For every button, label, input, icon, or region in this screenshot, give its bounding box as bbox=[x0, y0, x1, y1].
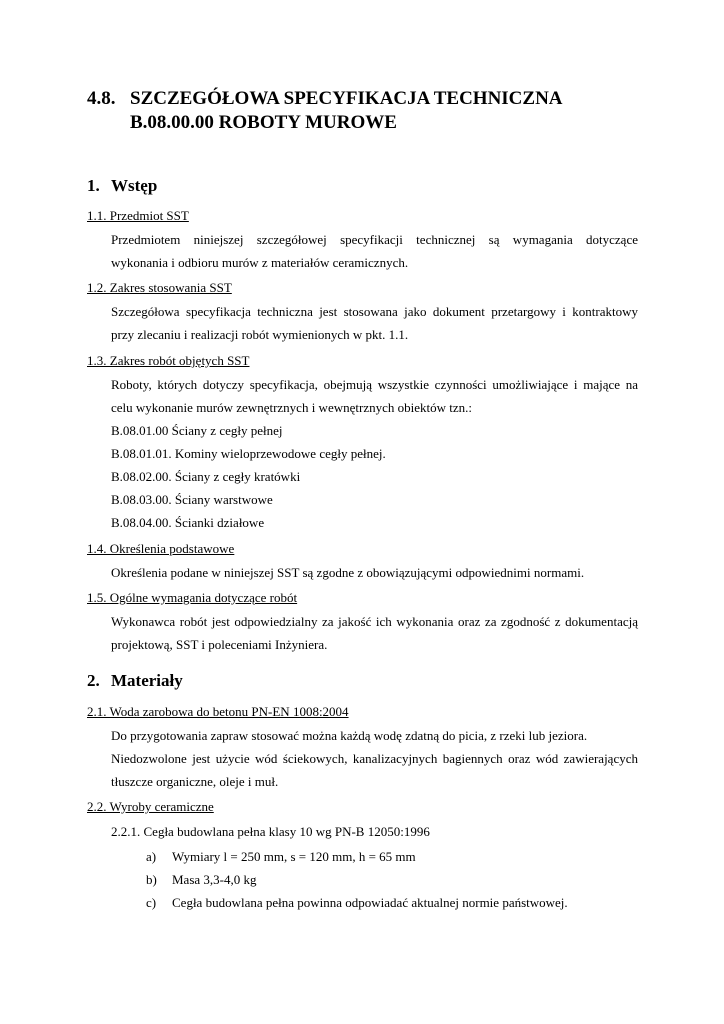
section2-title: Materiały bbox=[111, 671, 183, 690]
list-marker: a) bbox=[146, 849, 157, 864]
section2-number: 2. bbox=[87, 671, 100, 690]
sub-2-1-line1: Do przygotowania zapraw stosować można każdą wodę zdatną do picia, z rzeki lub jeziora. bbox=[111, 728, 588, 743]
section1-title: Wstęp bbox=[111, 176, 158, 195]
sub-2-2-1-heading: 2.2.1. Cegła budowlana pełna klasy 10 wg PN-B 12050:1996 bbox=[111, 824, 430, 839]
sub-1-5-heading: 1.5. Ogólne wymagania dotyczące robót bbox=[87, 590, 298, 605]
sub-1-2-heading: 1.2. Zakres stosowania SST bbox=[87, 280, 232, 295]
list-item: Cegła budowlana pełna powinna odpowiadać aktualnej normie państwowej. bbox=[172, 895, 568, 910]
sub-1-1-line2: wykonania i odbioru murów z materiałów ceramicznych. bbox=[111, 255, 409, 270]
list-marker: c) bbox=[146, 895, 157, 910]
sub-1-2-line1: Szczegółowa specyfikacja techniczna jest stosowana jako dokument przetargowy i kontraktowy bbox=[111, 304, 638, 319]
list-item: B.08.01.01. Kominy wieloprzewodowe cegły pełnej. bbox=[111, 446, 386, 461]
sub-1-1-line1: Przedmiotem niniejszej szczegółowej specyfikacji technicznej są wymagania dotyczące bbox=[111, 232, 638, 247]
sub-1-2-line2: przy zlecaniu i realizacji robót wymienionych w pkt. 1.1. bbox=[111, 327, 409, 342]
doc-title-line1: SZCZEGÓŁOWA SPECYFIKACJA TECHNICZNA bbox=[130, 88, 563, 109]
sub-1-4-heading: 1.4. Określenia podstawowe bbox=[87, 541, 235, 556]
list-item: B.08.02.00. Ściany z cegły kratówki bbox=[111, 469, 301, 484]
list-item: B.08.04.00. Ścianki działowe bbox=[111, 515, 265, 530]
sub-2-1-line2: Niedozwolone jest użycie wód ściekowych, kanalizacyjnych bagiennych oraz wód zawierających bbox=[111, 751, 638, 766]
list-item: Wymiary l = 250 mm, s = 120 mm, h = 65 mm bbox=[172, 849, 416, 864]
sub-1-4-line1: Określenia podane w niniejszej SST są zgodne z obowiązującymi odpowiednimi normami. bbox=[111, 565, 585, 580]
section1-number: 1. bbox=[87, 176, 100, 195]
list-item: B.08.01.00 Ściany z cegły pełnej bbox=[111, 423, 283, 438]
list-marker: b) bbox=[146, 872, 157, 887]
sub-2-1-line3: tłuszcze organiczne, oleje i muł. bbox=[111, 774, 279, 789]
doc-title-line2: B.08.00.00 ROBOTY MUROWE bbox=[130, 112, 397, 133]
list-item: B.08.03.00. Ściany warstwowe bbox=[111, 492, 273, 507]
sub-1-3-heading: 1.3. Zakres robót objętych SST bbox=[87, 353, 250, 368]
list-item: Masa 3,3-4,0 kg bbox=[172, 872, 257, 887]
sub-1-5-line1: Wykonawca robót jest odpowiedzialny za jakość ich wykonania oraz za zgodność z dokumentacją bbox=[111, 614, 638, 629]
sub-2-2-heading: 2.2. Wyroby ceramiczne bbox=[87, 799, 214, 814]
sub-2-1-heading: 2.1. Woda zarobowa do betonu PN-EN 1008:2004 bbox=[87, 704, 349, 719]
sub-1-5-line2: projektową, SST i poleceniami Inżyniera. bbox=[111, 637, 328, 652]
sub-1-3-line2: celu wykonanie murów zewnętrznych i wewnętrznych obiektów tzn.: bbox=[111, 400, 472, 415]
sub-1-3-line1: Roboty, których dotyczy specyfikacja, obejmują wszystkie czynności umożliwiające i mające na bbox=[111, 377, 638, 392]
sub-1-1-heading: 1.1. Przedmiot SST bbox=[87, 208, 189, 223]
doc-number: 4.8. bbox=[87, 88, 116, 109]
